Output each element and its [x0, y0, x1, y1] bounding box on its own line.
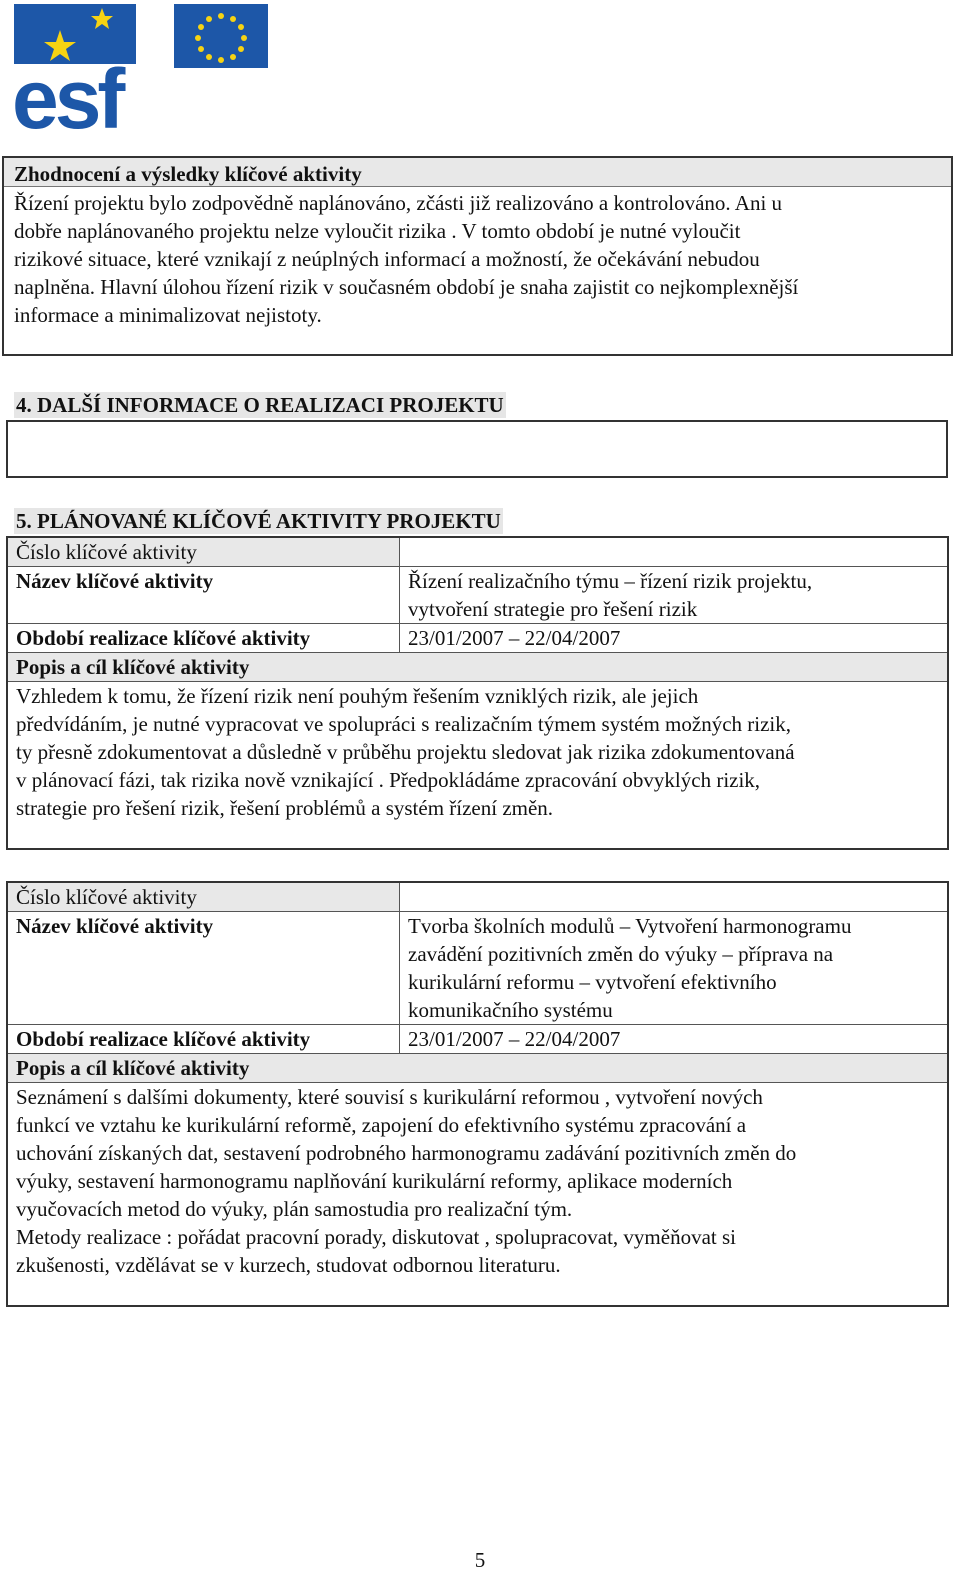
table-row — [7, 682, 948, 850]
text-line: Tvorba školních modulů – Vytvoření harmonogramu — [408, 914, 852, 938]
value-cislo — [400, 882, 949, 912]
label-nazev: Název klíčové aktivity — [7, 567, 400, 624]
value-nazev — [400, 567, 949, 624]
table-row — [7, 567, 948, 624]
esf-logo — [12, 2, 272, 132]
evaluation-box — [2, 156, 953, 356]
text-line: předvídáním, je nutné vypracovat ve spolupráci s realizačním týmem systém možných rizik, — [16, 712, 792, 736]
label-obdobi: Období realizace klíčové aktivity — [7, 1025, 400, 1054]
text-line: komunikačního systému — [408, 998, 613, 1022]
text-line: strategie pro řešení rizik, řešení problémů a systém řízení změn. — [16, 796, 554, 820]
text-line: informace a minimalizovat nejistoty. — [14, 303, 322, 327]
text-line: zavádění pozitivních změn do výuky – příprava na — [408, 942, 834, 966]
table-row — [7, 1083, 948, 1307]
section-4-title: 4. DALŠÍ INFORMACE O REALIZACI PROJEKTU — [16, 393, 504, 417]
text-line: vytvoření strategie pro řešení rizik — [408, 597, 698, 621]
table-row — [7, 882, 948, 912]
table-row — [7, 1054, 948, 1083]
evaluation-text — [4, 187, 951, 331]
label-nazev: Název klíčové aktivity — [7, 912, 400, 1025]
text-line: Metody realizace : pořádat pracovní porady, diskutovat , spolupracovat, vyměňovat si — [16, 1225, 736, 1249]
text-line: Řízení projektu bylo zodpovědně naplánováno, zčásti již realizováno a kontrolováno. Ani u — [14, 191, 783, 215]
section-5-title: 5. PLÁNOVANÉ KLÍČOVÉ AKTIVITY PROJEKTU — [16, 509, 501, 533]
text-line: uchování získaných dat, sestavení podrobného harmonogramu zadávání pozitivních změn do — [16, 1141, 797, 1165]
section-4-box — [6, 420, 948, 478]
esf-mark-icon — [12, 4, 136, 132]
svg-text:esf: esf — [12, 52, 122, 132]
text-line: v plánovací fázi, tak rizika nově vznikající . Předpokládáme zpracování obvyklých rizik, — [16, 768, 761, 792]
text-line: vyučovacích metod do výuky, plán samostudia pro realizační tým. — [16, 1197, 573, 1221]
value-obdobi: 23/01/2007 – 22/04/2007 — [400, 1025, 949, 1054]
table-row — [7, 624, 948, 653]
value-popis — [7, 682, 948, 850]
page-number: 5 — [474, 1548, 486, 1572]
value-nazev — [400, 912, 949, 1025]
activity-table-1 — [6, 536, 949, 850]
label-obdobi: Období realizace klíčové aktivity — [7, 624, 400, 653]
text-line: naplněna. Hlavní úlohou řízení rizik v současném období je snaha zajistit co nejkomplexnější — [14, 275, 799, 299]
table-row — [7, 912, 948, 1025]
text-line: výuky, sestavení harmonogramu naplňování kurikulární reformy, aplikace moderních — [16, 1169, 733, 1193]
text-line: Řízení realizačního týmu – řízení rizik projektu, — [408, 569, 813, 593]
text-line: rizikové situace, které vznikají z neúplných informací a možností, že očekávání nebudou — [14, 247, 760, 271]
label-cislo: Číslo klíčové aktivity — [7, 537, 400, 567]
value-obdobi: 23/01/2007 – 22/04/2007 — [400, 624, 949, 653]
text-line: dobře naplánovaného projektu nelze vyloučit rizika . V tomto období je nutné vyloučit — [14, 219, 741, 243]
table-row — [7, 653, 948, 682]
table-row — [7, 537, 948, 567]
label-popis: Popis a cíl klíčové aktivity — [7, 653, 948, 682]
label-cislo: Číslo klíčové aktivity — [7, 882, 400, 912]
value-popis — [7, 1083, 948, 1307]
value-cislo — [400, 537, 949, 567]
table-row — [7, 1025, 948, 1054]
text-line: Seznámení s dalšími dokumenty, které souvisí s kurikulární reformou , vytvoření nových — [16, 1085, 763, 1109]
activity-table-2 — [6, 881, 949, 1307]
text-line: Vzhledem k tomu, že řízení rizik není pouhým řešením vzniklých rizik, ale jejich — [16, 684, 699, 708]
text-line: zkušenosti, vzdělávat se v kurzech, studovat odbornou literaturu. — [16, 1253, 561, 1277]
label-popis: Popis a cíl klíčové aktivity — [7, 1054, 948, 1083]
text-line: kurikulární reformu – vytvoření efektivního — [408, 970, 777, 994]
evaluation-header: Zhodnocení a výsledky klíčové aktivity — [4, 158, 951, 187]
text-line: ty přesně zdokumentovat a důsledně v průběhu projektu sledovat jak rizika zdokumentovaná — [16, 740, 795, 764]
text-line: funkcí ve vztahu ke kurikulární reformě, zapojení do efektivního systému zpracování a — [16, 1113, 747, 1137]
eu-flag-icon — [174, 4, 268, 68]
